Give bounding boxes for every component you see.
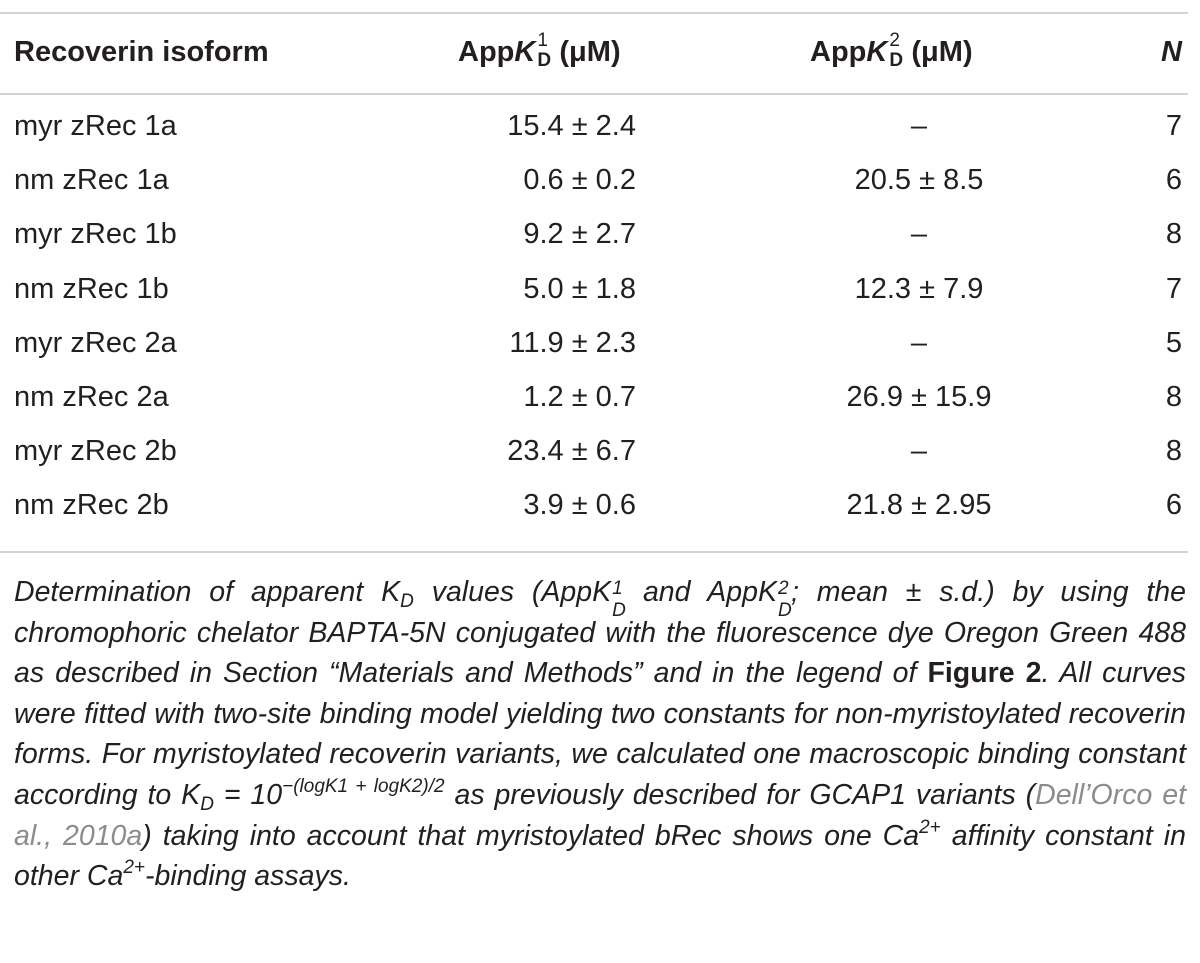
table-top-rule	[0, 12, 1188, 14]
cell-app-kd2: –	[910, 110, 928, 142]
cell-isoform: nm zRec 2a	[14, 380, 169, 413]
cell-app-kd2: 20.5 ± 8.5	[854, 164, 984, 197]
cell-app-kd2: –	[910, 218, 928, 251]
cell-n: 6	[1165, 164, 1182, 197]
cell-app-kd1: 5.0 ± 1.8	[523, 272, 636, 305]
table-bottom-rule	[0, 551, 1188, 553]
cell-app-kd2: 26.9 ± 15.9	[846, 380, 992, 413]
cell-n: 8	[1165, 218, 1182, 251]
table-row	[0, 218, 1188, 272]
table-caption: Determination of apparent $K_D$ values (AppK 1 D and AppK 2 D ; mean ± s.d.) by using the chromophoric chelator BAPTA-5N conjugated with the fluorescence dye Oregon Green 488 as described in Section “Materials and Methods” and in the legend of Figure 2. All curves were fitted with two-site binding model yielding two constants for non-myristoylated recoverin forms. For myristoylated recoverin variants, we calculated one macroscopic binding constant according to $K_D = 10^{-(logK1 + logK2)/2}$ as previously described for GCAP1 variants (Dell’Orco et al., 2010a) taking into account that myristoylated bRec shows one $Ca^{2+}$ affinity constant in other $Ca^{2+}$-binding assays.	[14, 576, 1187, 893]
header-app-kd1: AppK 1 D (μM)	[458, 30, 621, 71]
cell-isoform: nm zRec 2b	[14, 489, 169, 522]
cell-app-kd1: 0.6 ± 0.2	[523, 164, 636, 197]
table-row	[0, 435, 1188, 489]
cell-isoform: myr zRec 2a	[14, 326, 177, 359]
cell-n: 7	[1165, 272, 1182, 305]
header-isoform: Recoverin isoform	[14, 36, 269, 68]
table-row	[0, 489, 1188, 543]
cell-app-kd2: 12.3 ± 7.9	[854, 272, 984, 305]
table-row	[0, 381, 1188, 435]
cell-app-kd1: 9.2 ± 2.7	[523, 218, 636, 251]
table-row	[0, 164, 1188, 218]
figure-reference: Figure 2	[927, 657, 1042, 690]
cell-app-kd1: 3.9 ± 0.6	[523, 489, 636, 522]
cell-n: 8	[1165, 380, 1182, 413]
table-row	[0, 327, 1188, 381]
cell-app-kd1: 23.4 ± 6.7	[507, 435, 636, 468]
table-row	[0, 110, 1188, 164]
table-header-row	[0, 30, 1188, 80]
cell-isoform: nm zRec 1a	[14, 164, 169, 197]
cell-n: 8	[1165, 435, 1182, 468]
cell-app-kd1: 15.4 ± 2.4	[507, 110, 636, 142]
table-header-rule	[0, 93, 1188, 95]
header-app-kd2: AppK 2 D (μM)	[810, 30, 973, 71]
cell-n: 5	[1165, 326, 1182, 359]
cell-isoform: myr zRec 2b	[14, 435, 177, 468]
cell-isoform: nm zRec 1b	[14, 272, 169, 305]
table-row	[0, 273, 1188, 327]
cell-app-kd2: 21.8 ± 2.95	[846, 489, 992, 522]
cell-app-kd1: 1.2 ± 0.7	[523, 380, 636, 413]
cell-app-kd1: 11.9 ± 2.3	[509, 326, 636, 359]
table-body	[0, 110, 1188, 544]
header-n: N	[1161, 36, 1182, 68]
cell-app-kd2: –	[910, 326, 928, 359]
cell-n: 6	[1165, 489, 1182, 522]
citation-link[interactable]: Dell’Orco et al., 2010a	[14, 778, 1186, 852]
cell-app-kd2: –	[910, 435, 928, 468]
cell-isoform: myr zRec 1a	[14, 110, 177, 142]
cell-isoform: myr zRec 1b	[14, 218, 177, 251]
cell-n: 7	[1165, 110, 1182, 142]
